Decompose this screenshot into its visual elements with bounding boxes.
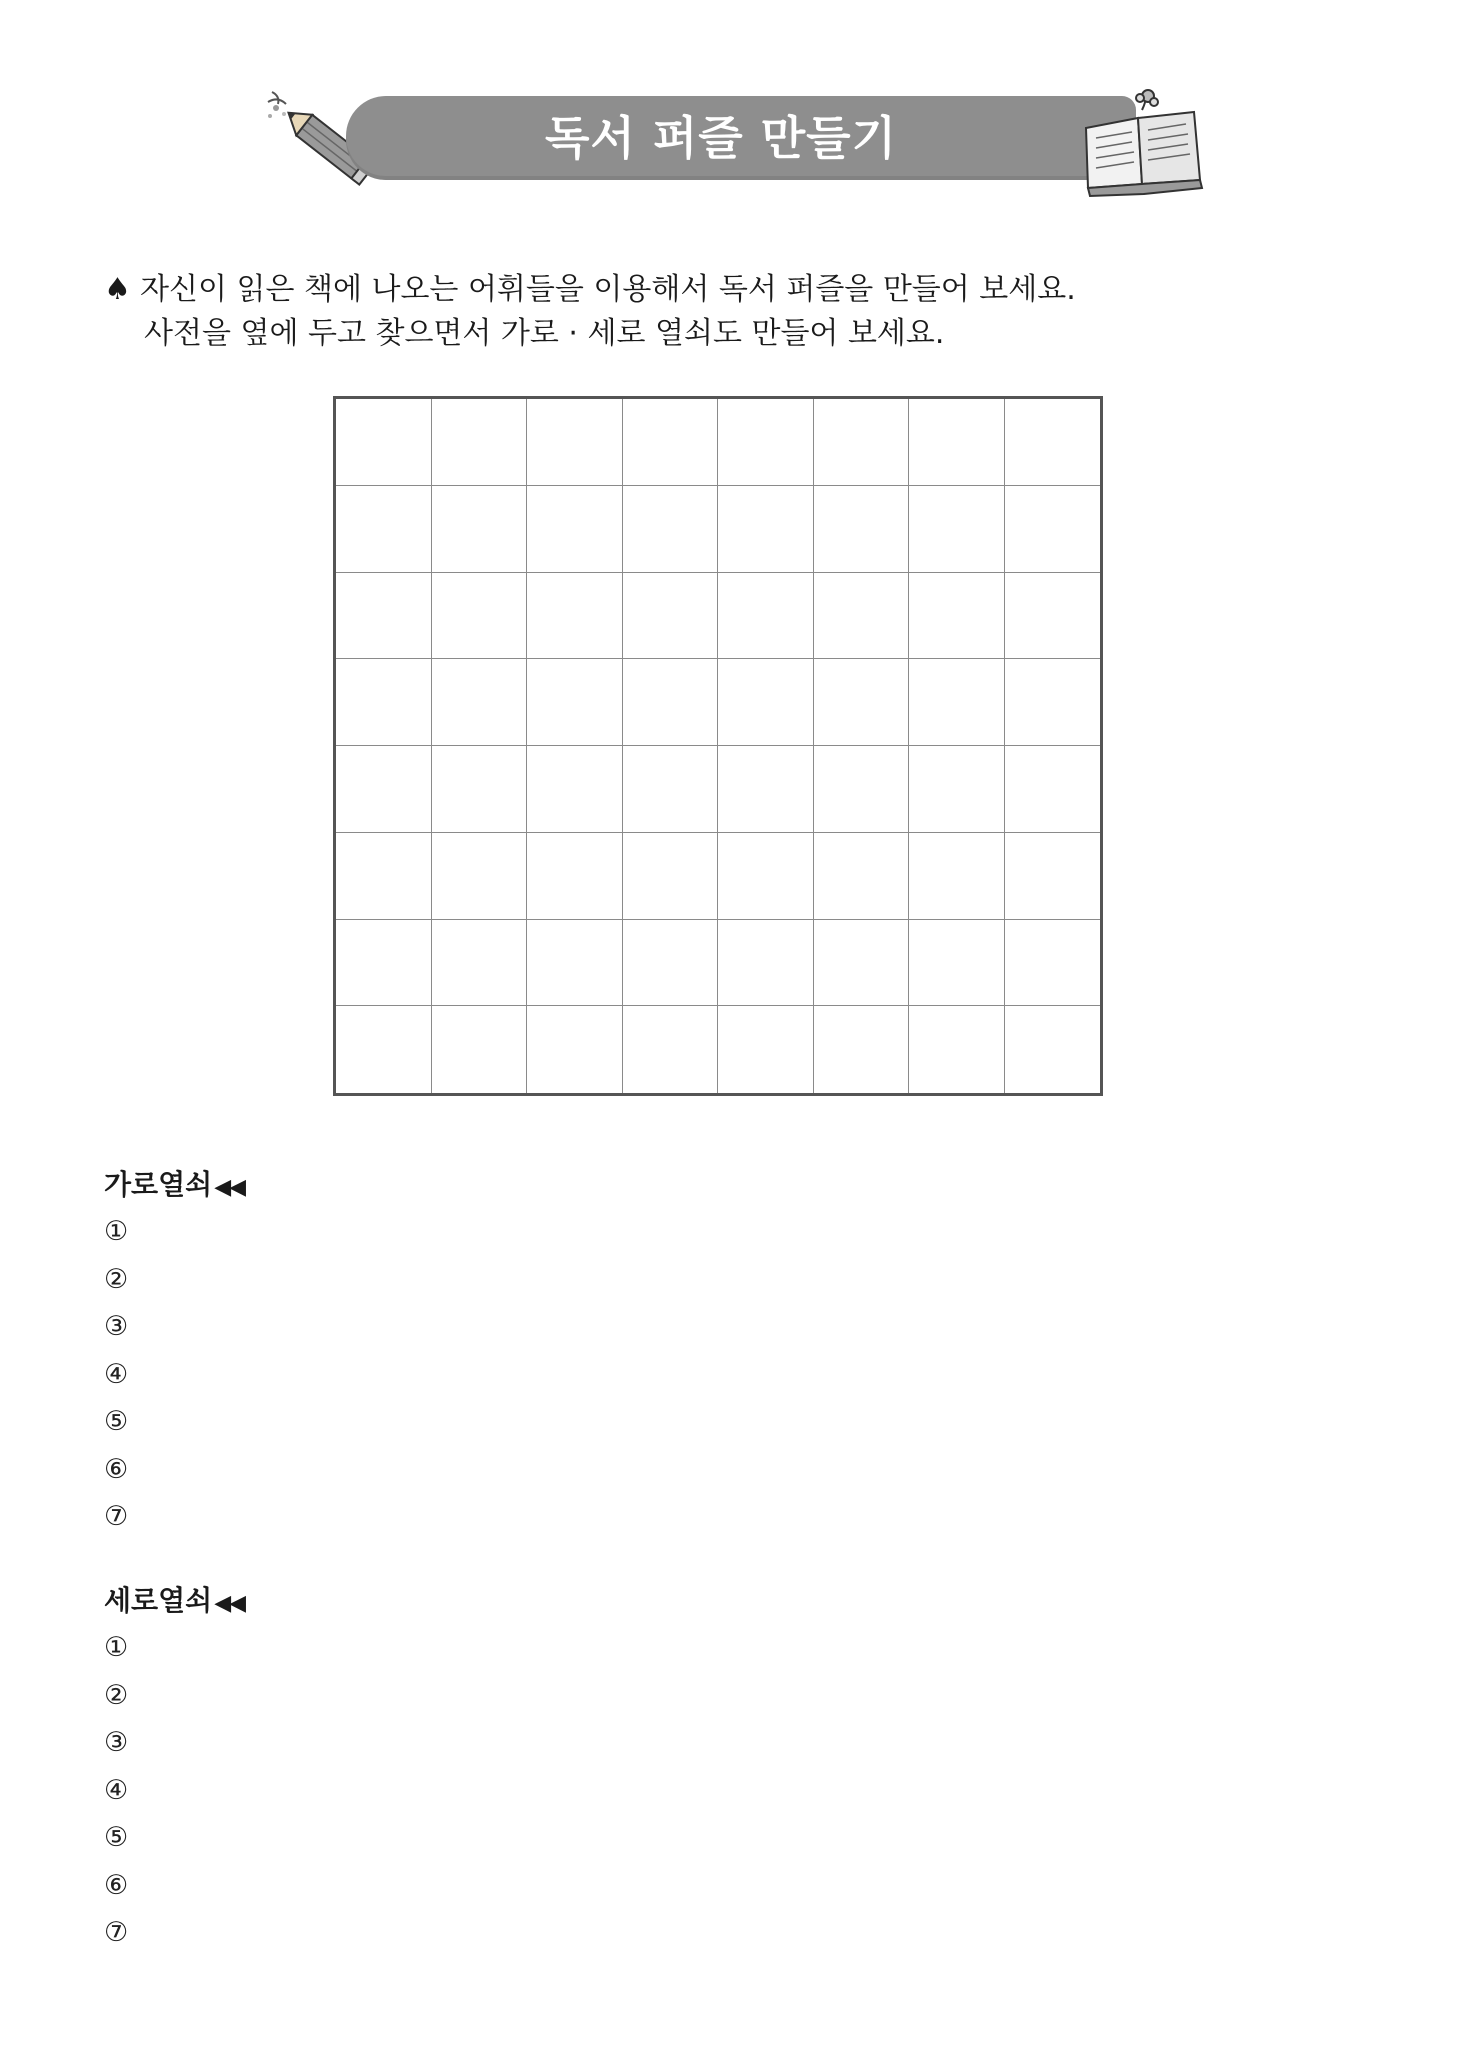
grid-cell[interactable] [527,746,623,833]
grid-cell[interactable] [1005,399,1101,486]
grid-cell[interactable] [623,833,719,920]
grid-cell[interactable] [623,1006,719,1093]
across-clue-item[interactable]: ⑤ [104,1406,129,1437]
down-clue-item[interactable]: ④ [104,1774,129,1806]
grid-cell[interactable] [909,1006,1005,1093]
grid-cell[interactable] [814,573,910,660]
grid-cell[interactable] [1005,920,1101,1007]
across-clue-item[interactable]: ③ [104,1311,129,1342]
grid-cell[interactable] [527,399,623,486]
arrow-left-icon: ◀◀ [214,1175,245,1200]
grid-cell[interactable] [432,573,528,660]
down-clue-list [104,1624,1004,1957]
grid-cell[interactable] [814,920,910,1007]
open-book-icon [1078,88,1208,198]
grid-cell[interactable] [718,1006,814,1093]
grid-cell[interactable] [909,399,1005,486]
grid-cell[interactable] [718,573,814,660]
grid-cell[interactable] [432,920,528,1007]
down-clue-item[interactable]: ⑥ [104,1869,129,1901]
grid-cell[interactable] [336,573,432,660]
grid-cell[interactable] [623,486,719,573]
across-clue-item[interactable]: ⑥ [104,1453,129,1485]
grid-cell[interactable] [814,659,910,746]
grid-cell[interactable] [909,659,1005,746]
page-title: 독서 퍼즐 만들기 [544,111,898,165]
across-clue-item[interactable]: ① [104,1216,129,1247]
grid-cell[interactable] [336,486,432,573]
grid-cell[interactable] [527,659,623,746]
grid-cell[interactable] [336,920,432,1007]
down-clue-item[interactable]: ① [104,1632,129,1663]
grid-cell[interactable] [527,573,623,660]
grid-cell[interactable] [909,573,1005,660]
grid-cell[interactable] [336,399,432,486]
across-clue-item[interactable]: ② [104,1263,129,1295]
title-banner [262,88,1208,198]
grid-cell[interactable] [718,833,814,920]
grid-cell[interactable] [623,920,719,1007]
instruction-text-1: 자신이 읽은 책에 나오는 어휘들을 이용해서 독서 퍼즐을 만들어 보세요. [140,272,1076,307]
grid-cell[interactable] [1005,573,1101,660]
down-clue-item[interactable]: ② [104,1679,129,1711]
grid-cell[interactable] [718,399,814,486]
across-clue-item[interactable]: ⑦ [104,1501,129,1532]
grid-cell[interactable] [623,573,719,660]
instruction-line-2: 사전을 옆에 두고 찾으면서 가로 · 세로 열쇠도 만들어 보세요. [144,316,945,351]
instructions [104,268,1304,356]
grid-cell[interactable] [432,1006,528,1093]
grid-cell[interactable] [527,920,623,1007]
grid-cell[interactable] [336,833,432,920]
grid-cell[interactable] [814,1006,910,1093]
grid-cell[interactable] [718,920,814,1007]
grid-cell[interactable] [432,399,528,486]
grid-cell[interactable] [336,1006,432,1093]
down-clue-item[interactable]: ③ [104,1727,129,1758]
arrow-left-icon: ◀◀ [214,1591,245,1616]
grid-cell[interactable] [336,746,432,833]
grid-cell[interactable] [909,746,1005,833]
grid-cell[interactable] [1005,833,1101,920]
grid-cell[interactable] [909,833,1005,920]
across-heading [104,1162,1004,1208]
instruction-line-1 [104,268,1304,312]
grid-cell[interactable] [336,659,432,746]
grid-cell[interactable] [432,659,528,746]
down-clue-item[interactable]: ⑦ [104,1917,129,1948]
puzzle-grid[interactable] [333,396,1103,1096]
grid-cell[interactable] [527,833,623,920]
grid-cell[interactable] [432,833,528,920]
grid-cell[interactable] [718,486,814,573]
grid-cell[interactable] [718,746,814,833]
grid-cell[interactable] [814,486,910,573]
grid-cell[interactable] [1005,746,1101,833]
grid-cell[interactable] [718,659,814,746]
grid-cell[interactable] [623,659,719,746]
down-clues [104,1578,1004,1957]
grid-cell[interactable] [623,746,719,833]
grid-cell[interactable] [814,399,910,486]
across-clues [104,1162,1004,1541]
across-heading-label: 가로열쇠 [104,1168,213,1201]
across-clue-item[interactable]: ④ [104,1358,129,1390]
across-clue-list [104,1208,1004,1541]
grid-cell[interactable] [814,833,910,920]
grid-cell[interactable] [1005,486,1101,573]
grid-cell[interactable] [909,486,1005,573]
grid-cell[interactable] [1005,1006,1101,1093]
down-heading [104,1578,1004,1624]
spade-icon: ♠ [104,272,131,307]
grid-cell[interactable] [1005,659,1101,746]
grid-cell[interactable] [432,746,528,833]
grid-cell[interactable] [814,746,910,833]
down-clue-item[interactable]: ⑤ [104,1822,129,1853]
down-heading-label: 세로열쇠 [104,1584,213,1617]
grid-cell[interactable] [527,1006,623,1093]
grid-cell[interactable] [623,399,719,486]
grid-cell[interactable] [909,920,1005,1007]
grid-cell[interactable] [432,486,528,573]
grid-cell[interactable] [527,486,623,573]
